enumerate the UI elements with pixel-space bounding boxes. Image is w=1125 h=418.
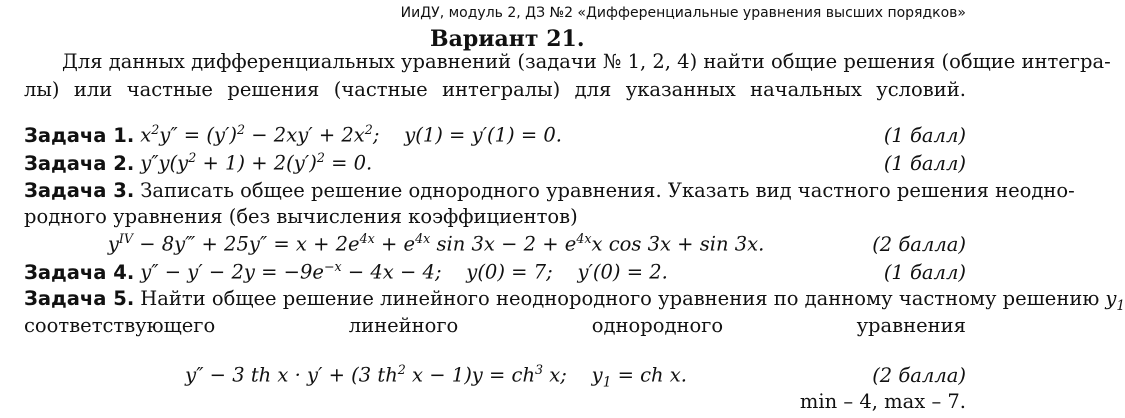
word: (частные — [333, 78, 428, 101]
task-5-points: (2 балла) — [872, 363, 966, 387]
task-4-points: (1 балл) — [883, 260, 966, 284]
score-range: min – 4, max – 7. — [799, 390, 966, 413]
variant-title: Вариант 21. — [430, 26, 585, 52]
task-3-text-1: Записать общее решение однородного уравнения. Указать вид частного решения неодно- — [140, 179, 1075, 202]
intro-line-1: Для данных дифференциальных уравнений (задачи № 1, 2, 4) найти общие решения (общие интегра- — [62, 50, 1111, 73]
task-2-points: (1 балл) — [883, 151, 966, 175]
word: для — [574, 78, 612, 101]
task-3-line-1 — [24, 179, 1075, 202]
task-1 — [24, 124, 966, 145]
task-4-label: Задача 4. — [24, 260, 135, 284]
task-3-equation-row — [0, 233, 966, 254]
word: лы) — [24, 78, 60, 101]
task-5-y1: $y_1$ — [1105, 287, 1125, 314]
task-3-points: (2 балла) — [872, 232, 966, 256]
word: однородного — [591, 314, 724, 337]
task-5-line-1 — [24, 287, 1125, 314]
word: частные — [126, 78, 213, 101]
task-1-points: (1 балл) — [883, 123, 966, 147]
task-2 — [24, 152, 966, 173]
task-5-equation-row — [0, 364, 966, 390]
task-1-equation: $x^2y'' = (y')^2 - 2xy' + 2x^2$; y(1) = y′(1) = 0. — [140, 122, 563, 147]
task-2-label: Задача 2. — [24, 151, 135, 175]
word: интегралы) — [442, 78, 561, 101]
task-2-equation: $y''y(y^2 + 1) + 2(y')^2 = 0$. — [140, 150, 373, 175]
word: линейного — [348, 314, 459, 337]
task-5-line-2 — [24, 316, 966, 336]
task-3-text-2: родного уравнения (без вычисления коэффициентов) — [24, 205, 578, 228]
document-header: ИиДУ, модуль 2, ДЗ №2 «Дифференциальные уравнения высших порядков» — [400, 5, 966, 21]
word: начальных — [750, 78, 862, 101]
word: указанных — [625, 78, 736, 101]
word: решения — [227, 78, 320, 101]
task-4-equation: $y'' - y' - 2y = -9e^{-x} - 4x - 4$; y(0) = 7; y′(0) = 2. — [140, 259, 668, 284]
intro-line-2 — [24, 80, 966, 100]
task-1-label: Задача 1. — [24, 123, 135, 147]
task-4 — [24, 261, 966, 282]
task-5-label: Задача 5. — [24, 287, 135, 310]
word: условий. — [876, 78, 966, 101]
word: или — [73, 78, 113, 101]
task-5-equation: y″ − 3 th x · y′ + (3 $th^2$ $x - 1)y = ch^3$ x; $y_1$ = ch x. — [185, 362, 687, 391]
word: соответствующего — [24, 314, 216, 337]
task-3-label: Задача 3. — [24, 179, 135, 202]
word: уравнения — [856, 314, 966, 337]
task-5-text-1: Найти общее решение линейного неоднородного уравнения по данному частному решению — [140, 287, 1100, 310]
task-3-equation: $y^{IV}$ − 8y‴ + $25y'' = x + 2e^{4x} + e^{4x}$ $\sin 3x - 2 + e^{4x}x$ cos 3x + sin 3x. — [107, 231, 765, 256]
